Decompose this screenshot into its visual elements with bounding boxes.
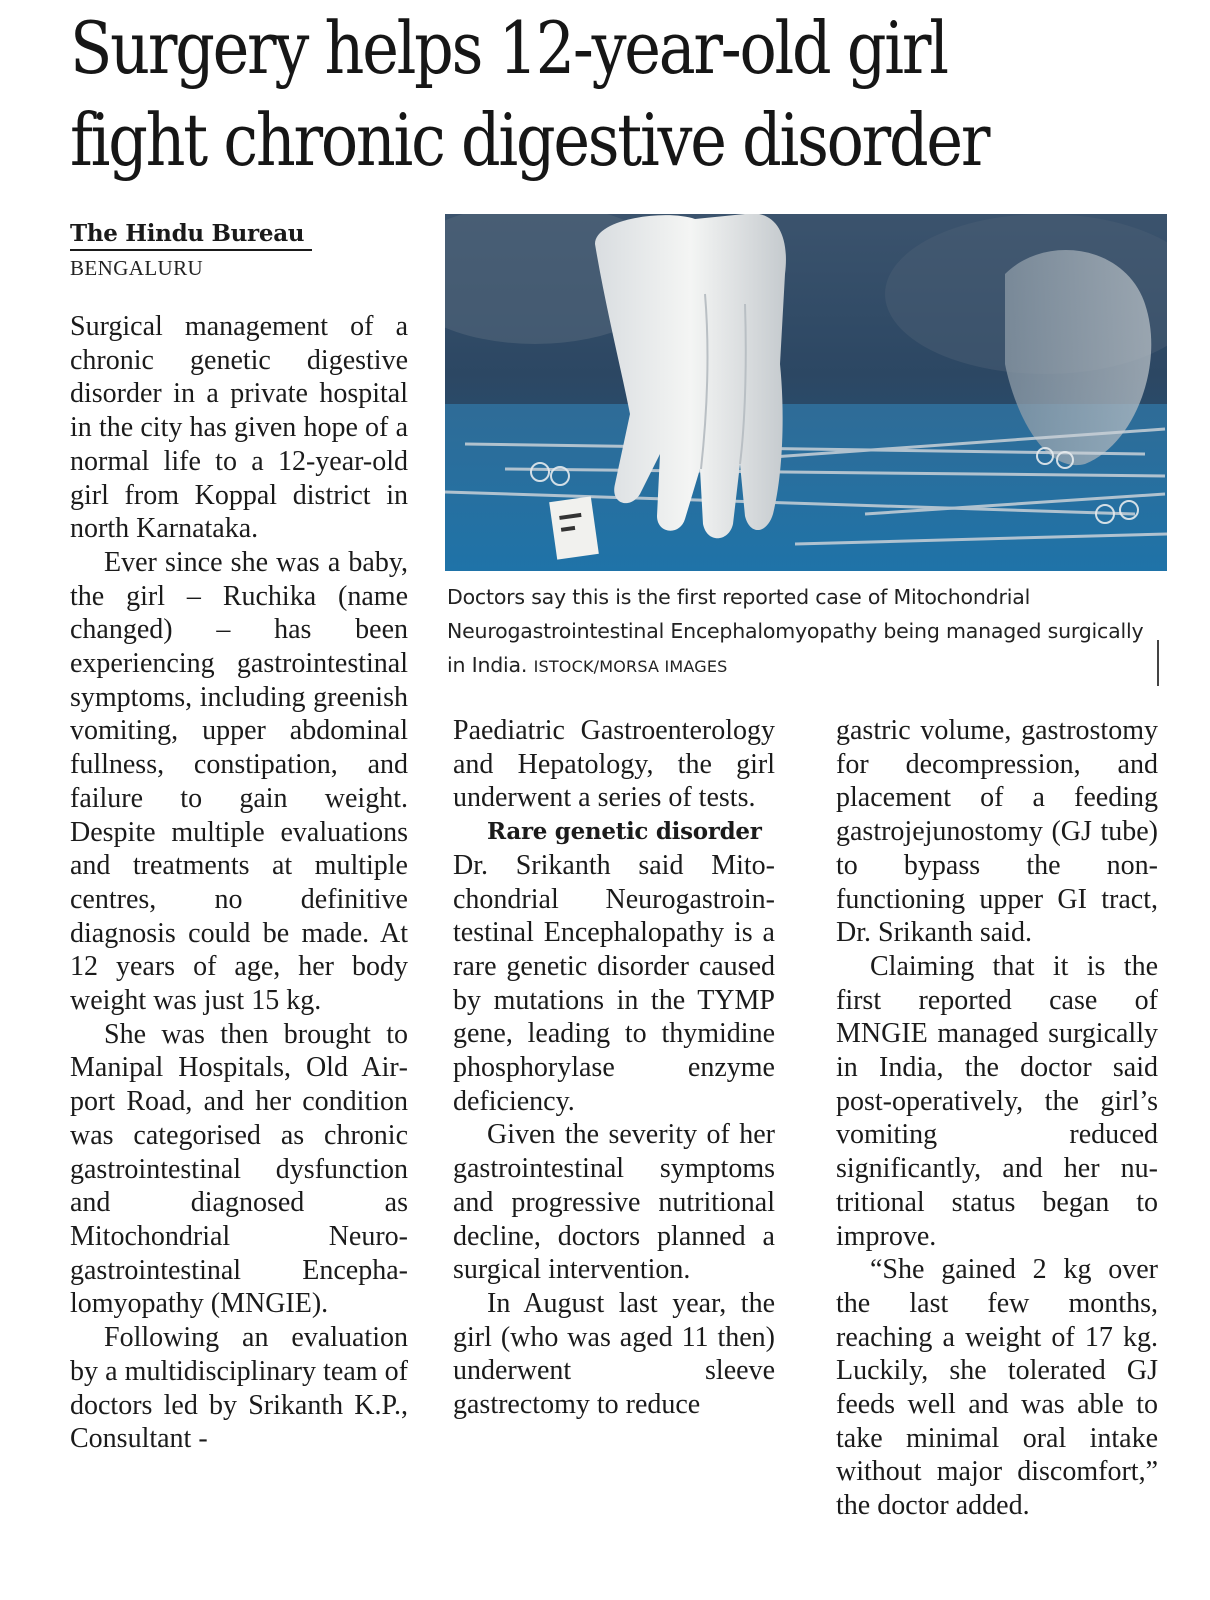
surgical-instruments-photo-icon [445, 214, 1167, 571]
body-paragraph-4-part-1: Following an evaluation by a multidisciplinary team of doctors led by Srikanth K.P., Consultant - [70, 1322, 408, 1455]
headline-line-2: fight chronic digestive disorder [70, 98, 989, 182]
body-paragraph-5: Dr. Srikanth said Mitochondrial Neurogastrointestinal Encephalopathy is a rare genetic disorder caused by mutations in the TYMP gene, leading to thymidine phosphorylase enzyme deficiency. [453, 849, 775, 1117]
byline: The Hindu Bureau [70, 219, 312, 251]
body-paragraph-2: Ever since she was a baby, the girl – Ruchika (name changed) – has been experiencing gastrointestinal symptoms, including greenish vomiting, upper abdominal fullness, constipation, and failure to gain weight. Despite multiple evaluations and treatments at multiple centres, no definitive diagnosis could be made. At 12 years of age, her body weight was just 15 kg. [70, 546, 408, 1017]
caption-text: Doctors say this is the first reported case of Mitochondrial Neurogastrointestinal Encephalomyopathy being managed surgically in India. [447, 585, 1144, 677]
article-column-3 [836, 714, 1158, 1523]
headline [70, 2, 1033, 186]
surgeon-hand-photo [445, 214, 1167, 571]
article-column-1 [70, 310, 408, 1456]
column-divider [1157, 640, 1159, 686]
headline-line-1: Surgery helps 12-year-old girl [70, 6, 947, 90]
body-paragraph-8: Claiming that it is the first reported case of MNGIE managed surgically in India, the doctor said post-operatively, the girl’s vomiting reduced significantly, and her nutritional status began to improve. [836, 950, 1158, 1252]
body-paragraph-7-part-1: In August last year, the girl (who was aged 11 then) underwent sleeve gastrectomy to reduce [453, 1287, 775, 1421]
dateline: BENGALURU [70, 256, 204, 280]
body-paragraph-7-part-2: gastric volume, gastrostomy for decompression, and placement of a feeding gastrojejunostomy (GJ tube) to bypass the non-functioning upper GI tract, Dr. Srikanth said. [836, 715, 1158, 949]
body-paragraph-1: Surgical management of a chronic genetic digestive disorder in a private hospital in the city has given hope of a normal life to a 12-year-old girl from Koppal district in north Karnataka. [70, 311, 408, 545]
photo-caption [447, 580, 1147, 684]
photo-credit: ISTOCK/MORSA IMAGES [533, 657, 728, 676]
subhead: Rare genetic disorder [487, 818, 762, 846]
body-paragraph-6: Given the severity of her gastrointestinal symptoms and progressive nutritional decline, doctors planned a surgical intervention. [453, 1119, 775, 1286]
body-paragraph-3: She was then brought to Manipal Hospitals, Old Airport Road, and her condition was categorised as chronic gastrointestinal dysfunction and diagnosed as Mitochondrial Neurogastrointestinal Encephalomyopathy (MNGIE). [70, 1018, 408, 1320]
body-paragraph-4-part-2: Paediatric Gastroenterology and Hepatology, the girl underwent a series of tests. [453, 715, 775, 814]
article-column-2 [453, 714, 775, 1422]
body-paragraph-9: “She gained 2 kg over the last few months, reaching a weight of 17 kg. Luckily, she tolerated GJ feeds well and was able to take minimal oral intake without major discomfort,” the doctor added. [836, 1254, 1158, 1522]
